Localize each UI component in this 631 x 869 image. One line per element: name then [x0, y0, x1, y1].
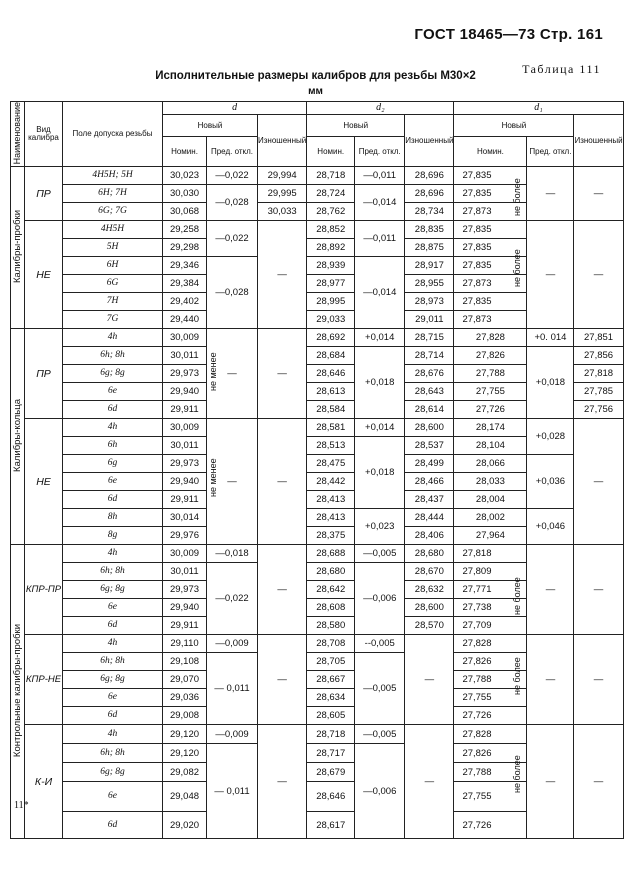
d1-cell: 27,835	[454, 185, 527, 203]
col-d1: d₁	[454, 102, 623, 115]
d-cell: 29,402	[163, 293, 207, 311]
d1-wear-cell: —	[574, 419, 623, 545]
col-d: d	[163, 102, 307, 115]
tol-cell: 4h	[63, 635, 163, 653]
d1-wear-cell: —	[574, 545, 623, 635]
d-cell: 29,008	[163, 707, 207, 725]
d2-cell: 28,708	[307, 635, 355, 653]
d1-cell: 27,755	[454, 383, 527, 401]
d2-wear-cell: 28,600	[405, 599, 454, 617]
d-cell: 29,384	[163, 275, 207, 293]
tol-cell: 6e	[63, 689, 163, 707]
tol-cell: 6e	[63, 599, 163, 617]
d1-cell: 27,828 не более	[454, 725, 527, 744]
d-cell: 29,110	[163, 635, 207, 653]
ne-bolee-note: не более	[512, 249, 523, 288]
d2-cell: 28,977	[307, 275, 355, 293]
d-pred-cell: —0,022	[207, 563, 258, 635]
d2-cell: 28,717	[307, 744, 355, 763]
d1-wear-cell: —	[574, 725, 623, 839]
d1-cell: 28,002	[454, 509, 527, 527]
d1-cell: 27,788	[454, 671, 527, 689]
d2-cell: 28,646	[307, 365, 355, 383]
d1-cell: 27,726	[454, 812, 527, 839]
d2-cell: 28,605	[307, 707, 355, 725]
d2-pred-cell: +0,018	[355, 437, 405, 509]
d2-wear-cell: 28,643	[405, 383, 454, 401]
d1-cell: 27,873	[454, 311, 527, 329]
tol-cell: 4h	[63, 545, 163, 563]
ne-bolee-note: не более	[512, 657, 523, 696]
d1-cell: 28,004	[454, 491, 527, 509]
page-footnote: 11*	[14, 800, 29, 811]
ne-bolee-note: не более	[512, 577, 523, 616]
d2-cell: 28,939	[307, 257, 355, 275]
d2-wear-cell: 28,696	[405, 167, 454, 185]
d2-cell: 28,892	[307, 239, 355, 257]
col-d2-nomin: Номин.	[307, 137, 355, 167]
d1-cell: 27,873	[454, 203, 527, 221]
kind-label: ПР	[25, 167, 63, 221]
d2-wear-cell: 28,437	[405, 491, 454, 509]
d1-cell: 28,104	[454, 437, 527, 455]
tol-cell: 4h	[63, 725, 163, 744]
d1-cell: 27,788	[454, 763, 527, 782]
col-d2-wear: Изношенный	[405, 115, 454, 167]
d1-cell: 28,033	[454, 473, 527, 491]
tol-cell: 6g; 8g	[63, 581, 163, 599]
d2-pred-cell: —0,011	[355, 221, 405, 257]
d2-wear-cell: 29,011	[405, 311, 454, 329]
d1-wear-cell: —	[574, 635, 623, 725]
col-vid: Вид калибра	[25, 102, 63, 167]
d1-cell: 27,828	[454, 329, 527, 347]
d2-cell: 28,617	[307, 812, 355, 839]
d2-pred-cell: —0,011	[355, 167, 405, 185]
d1-cell: 27,738	[454, 599, 527, 617]
d-cell: 30,009	[163, 545, 207, 563]
d-pred-cell: —0,022	[207, 167, 258, 185]
d-wear-cell: 29,994	[258, 167, 307, 185]
table-row	[11, 329, 624, 347]
tol-cell: 6e	[63, 473, 163, 491]
d-pred-cell: — 0,011	[207, 744, 258, 839]
d1-cell: 27,835 не более	[454, 167, 527, 185]
d-cell: 30,014	[163, 509, 207, 527]
d-cell: 29,940	[163, 383, 207, 401]
d-cell: 30,011	[163, 347, 207, 365]
d1-cell: 27,818 не более	[454, 545, 527, 563]
table-row	[11, 347, 624, 365]
d2-wear-cell: 28,955	[405, 275, 454, 293]
ne-bolee-note: не более	[512, 755, 523, 794]
d2-cell: 28,852	[307, 221, 355, 239]
d1-wear-cell: —	[574, 221, 623, 329]
d2-cell: 28,580	[307, 617, 355, 635]
d2-pred-cell: +0,018	[355, 347, 405, 419]
d-wear-cell: —	[258, 635, 307, 725]
d2-pred-cell: —0,005	[355, 545, 405, 563]
d2-cell: 28,375	[307, 527, 355, 545]
d2-wear-cell: 28,714	[405, 347, 454, 365]
col-d1-nomin: Номин.	[454, 137, 527, 167]
d1-cell: 27,826	[454, 744, 527, 763]
dimensions-table-wrap	[10, 101, 624, 839]
d-cell: 29,911	[163, 617, 207, 635]
group-label: Контрольные калибры-пробки	[11, 545, 25, 839]
d2-cell: 28,646	[307, 782, 355, 812]
d-wear-cell: 29,995	[258, 185, 307, 203]
d2-pred-cell: +0,014	[355, 329, 405, 347]
d1-wear-cell: 27,756	[574, 401, 623, 419]
group-label: Калибры-пробки	[11, 167, 25, 329]
d-cell: 29,082	[163, 763, 207, 782]
tol-cell: 6d	[63, 491, 163, 509]
col-d-nomin: Номин.	[163, 137, 207, 167]
d2-cell: 28,679	[307, 763, 355, 782]
d2-wear-cell: —	[405, 635, 454, 725]
tol-cell: 6H; 7H	[63, 185, 163, 203]
tol-cell: 8h	[63, 509, 163, 527]
d2-cell: 29,033	[307, 311, 355, 329]
d2-cell: 28,688	[307, 545, 355, 563]
col-d-wear: Изношенный	[258, 115, 307, 167]
d2-pred-cell: —0,006	[355, 744, 405, 839]
d2-cell: 28,680	[307, 563, 355, 581]
group-label: Калибры-кольца	[11, 329, 25, 545]
d-cell: 30,068	[163, 203, 207, 221]
d1-pred-cell: —	[527, 167, 574, 221]
d2-wear-cell: 28,835	[405, 221, 454, 239]
d1-cell: 27,755	[454, 689, 527, 707]
d-pred-cell: —0,028	[207, 257, 258, 329]
d-cell: 29,976	[163, 527, 207, 545]
tol-cell: 4h	[63, 419, 163, 437]
table-row	[11, 509, 624, 527]
col-d1-pred: Пред. откл.	[527, 137, 574, 167]
d2-wear-cell: 28,537	[405, 437, 454, 455]
col-d2: d₂	[307, 102, 454, 115]
d2-pred-cell: —0,005	[355, 725, 405, 744]
tol-cell: 7G	[63, 311, 163, 329]
d-wear-cell: —	[258, 419, 307, 545]
tol-cell: 4h	[63, 329, 163, 347]
d1-pred-cell: —	[527, 725, 574, 839]
col-d2-pred: Пред. откл.	[355, 137, 405, 167]
kind-label: КПР-ПР	[25, 545, 63, 635]
tol-cell: 6G	[63, 275, 163, 293]
tol-cell: 6H	[63, 257, 163, 275]
d2-cell: 28,705	[307, 653, 355, 671]
d2-cell: 28,634	[307, 689, 355, 707]
d-cell: 29,258	[163, 221, 207, 239]
d2-wear-cell: 28,600	[405, 419, 454, 437]
d1-cell: 27,726	[454, 707, 527, 725]
d2-wear-cell: 28,406	[405, 527, 454, 545]
kind-label: НЕ	[25, 221, 63, 329]
d-cell: 29,020	[163, 812, 207, 839]
tol-cell: 8g	[63, 527, 163, 545]
tol-cell: 6e	[63, 383, 163, 401]
tol-cell: 6g; 8g	[63, 763, 163, 782]
tol-cell: 6d	[63, 812, 163, 839]
d-cell: 30,009	[163, 419, 207, 437]
kind-label: К-И	[25, 725, 63, 839]
d1-cell: 27,709	[454, 617, 527, 635]
tol-cell: 6g	[63, 455, 163, 473]
d2-pred-cell: —0,005	[355, 653, 405, 725]
d1-wear-cell: 27,851	[574, 329, 623, 347]
table-row	[11, 455, 624, 473]
table-row	[11, 635, 624, 653]
d2-cell: 28,581	[307, 419, 355, 437]
d2-wear-cell: 28,632	[405, 581, 454, 599]
tol-cell: 6e	[63, 782, 163, 812]
kind-label: КПР-НЕ	[25, 635, 63, 725]
col-d-pred: Пред. откл.	[207, 137, 258, 167]
tol-cell: 6d	[63, 707, 163, 725]
d2-cell: 28,718	[307, 167, 355, 185]
d2-wear-cell: 28,670	[405, 563, 454, 581]
d-pred-cell: —0,009	[207, 725, 258, 744]
d1-pred-cell: +0,018	[527, 347, 574, 419]
tol-cell: 6h; 8h	[63, 563, 163, 581]
d1-wear-cell: 27,785	[574, 383, 623, 401]
d1-cell: 27,964	[454, 527, 527, 545]
d1-cell: 27,771	[454, 581, 527, 599]
tol-cell: 6g; 8g	[63, 671, 163, 689]
d-wear-cell: —	[258, 221, 307, 329]
d-cell: 29,120	[163, 744, 207, 763]
tol-cell: 6h	[63, 437, 163, 455]
d2-cell: 28,724	[307, 185, 355, 203]
d1-cell: 27,809	[454, 563, 527, 581]
tol-cell: 6h; 8h	[63, 347, 163, 365]
tol-cell: 4H5H; 5H	[63, 167, 163, 185]
d1-pred-cell: +0. 014	[527, 329, 574, 347]
d2-wear-cell: 28,570	[405, 617, 454, 635]
d1-cell: 28,174	[454, 419, 527, 437]
d2-wear-cell: 28,499	[405, 455, 454, 473]
tol-cell: 6G; 7G	[63, 203, 163, 221]
d1-pred-cell: —	[527, 221, 574, 329]
d2-wear-cell: 28,444	[405, 509, 454, 527]
d2-cell: 28,413	[307, 509, 355, 527]
d-wear-cell: 30,033	[258, 203, 307, 221]
d-cell: 29,298	[163, 239, 207, 257]
d2-cell: 28,667	[307, 671, 355, 689]
d2-cell: 28,692	[307, 329, 355, 347]
d2-wear-cell: 28,734	[405, 203, 454, 221]
col-d-new: Новый	[163, 115, 258, 137]
d2-wear-cell: 28,680	[405, 545, 454, 563]
d-cell: 30,009	[163, 329, 207, 347]
d2-wear-cell: 28,875	[405, 239, 454, 257]
tol-cell: 7H	[63, 293, 163, 311]
d1-cell: 27,788	[454, 365, 527, 383]
dimensions-table	[10, 101, 624, 839]
d2-cell: 28,413	[307, 491, 355, 509]
d1-cell: 27,835	[454, 293, 527, 311]
kind-label: ПР	[25, 329, 63, 419]
d-pred-cell: —0,018	[207, 545, 258, 563]
d2-cell: 28,513	[307, 437, 355, 455]
d-cell: 30,011	[163, 563, 207, 581]
table-row	[11, 221, 624, 239]
d2-cell: 28,584	[307, 401, 355, 419]
d-pred-cell: — 0,011	[207, 653, 258, 725]
d1-cell: 27,826	[454, 347, 527, 365]
col-d1-wear: Изношенный	[574, 115, 623, 167]
d-cell: 30,030	[163, 185, 207, 203]
d2-pred-cell: —0,014	[355, 185, 405, 221]
d2-cell: 28,608	[307, 599, 355, 617]
d1-wear-cell: 27,818	[574, 365, 623, 383]
d-cell: 29,346	[163, 257, 207, 275]
d-cell: 30,011	[163, 437, 207, 455]
d2-pred-cell: —0,006	[355, 563, 405, 635]
table-caption: Исполнительные размеры калибров для резьбы M30×2	[155, 70, 476, 82]
col-d2-new: Новый	[307, 115, 405, 137]
d-cell: 29,911	[163, 401, 207, 419]
tol-cell: 6d	[63, 401, 163, 419]
d2-wear-cell: —	[405, 725, 454, 839]
table-row	[11, 167, 624, 185]
d2-pred-cell: --0,005	[355, 635, 405, 653]
d-cell: 29,940	[163, 599, 207, 617]
d-cell: 29,940	[163, 473, 207, 491]
tol-cell: 4H5H	[63, 221, 163, 239]
d1-cell: 27,828 не более	[454, 635, 527, 653]
table-row	[11, 725, 624, 744]
d2-wear-cell: 28,917	[405, 257, 454, 275]
d-pred-cell: —0,028	[207, 185, 258, 221]
d1-cell: 27,755	[454, 782, 527, 812]
d1-pred-cell: +0,036	[527, 455, 574, 509]
d1-pred-cell: +0,028	[527, 419, 574, 455]
d1-pred-cell: +0,046	[527, 509, 574, 545]
tol-cell: 5H	[63, 239, 163, 257]
ne-menee-note: не менее	[208, 459, 218, 498]
ne-menee-note: не менее	[208, 353, 218, 392]
kind-label: НЕ	[25, 419, 63, 545]
d-cell: 29,048	[163, 782, 207, 812]
d2-cell: 28,613	[307, 383, 355, 401]
d-cell: 29,973	[163, 581, 207, 599]
tol-cell: 6h; 8h	[63, 653, 163, 671]
d-wear-cell: —	[258, 725, 307, 839]
d2-wear-cell: 28,614	[405, 401, 454, 419]
d-pred-cell: — не менее	[207, 329, 258, 419]
d1-cell: 27,726	[454, 401, 527, 419]
d2-cell: 28,995	[307, 293, 355, 311]
d1-pred-cell: —	[527, 635, 574, 725]
d2-cell: 28,718	[307, 725, 355, 744]
d-cell: 29,108	[163, 653, 207, 671]
tol-cell: 6g; 8g	[63, 365, 163, 383]
table-label: Таблица 111	[522, 62, 601, 76]
d2-pred-cell: +0,014	[355, 419, 405, 437]
ne-bolee-note: не более	[512, 178, 523, 217]
table-row	[11, 545, 624, 563]
d-pred-cell: —0,022	[207, 221, 258, 257]
d2-wear-cell: 28,715	[405, 329, 454, 347]
d-cell: 29,973	[163, 455, 207, 473]
d2-wear-cell: 28,696	[405, 185, 454, 203]
d2-cell: 28,642	[307, 581, 355, 599]
d2-wear-cell: 28,466	[405, 473, 454, 491]
d2-cell: 28,684	[307, 347, 355, 365]
d-pred-cell: — не менее	[207, 419, 258, 545]
tol-cell: 6h; 8h	[63, 744, 163, 763]
d-cell: 29,036	[163, 689, 207, 707]
d-pred-cell: —0,009	[207, 635, 258, 653]
d2-cell: 28,475	[307, 455, 355, 473]
d-cell: 29,440	[163, 311, 207, 329]
d1-cell: 27,835 не более	[454, 221, 527, 239]
d2-wear-cell: 28,973	[405, 293, 454, 311]
d-cell: 30,023	[163, 167, 207, 185]
col-naim: Наименование	[11, 102, 25, 167]
d2-cell: 28,762	[307, 203, 355, 221]
d2-pred-cell: +0,023	[355, 509, 405, 545]
table-row	[11, 419, 624, 437]
d1-pred-cell: —	[527, 545, 574, 635]
d-cell: 29,120	[163, 725, 207, 744]
d1-wear-cell: 27,856	[574, 347, 623, 365]
tol-cell: 6d	[63, 617, 163, 635]
d1-cell: 27,826	[454, 653, 527, 671]
d-wear-cell: —	[258, 329, 307, 419]
col-pole: Поле допуска резьбы	[63, 102, 163, 167]
d1-cell: 27,835	[454, 239, 527, 257]
d2-cell: 28,442	[307, 473, 355, 491]
d-cell: 29,911	[163, 491, 207, 509]
col-d1-new: Новый	[454, 115, 574, 137]
page-header: ГОСТ 18465—73 Стр. 161	[414, 26, 603, 43]
d-wear-cell: —	[258, 545, 307, 635]
d-cell: 29,973	[163, 365, 207, 383]
d2-wear-cell: 28,676	[405, 365, 454, 383]
d2-pred-cell: —0,014	[355, 257, 405, 329]
units-label: мм	[308, 86, 323, 97]
d1-cell: 27,835	[454, 257, 527, 275]
d1-cell: 28,066	[454, 455, 527, 473]
d1-wear-cell: —	[574, 167, 623, 221]
d1-cell: 27,873	[454, 275, 527, 293]
d-cell: 29,070	[163, 671, 207, 689]
